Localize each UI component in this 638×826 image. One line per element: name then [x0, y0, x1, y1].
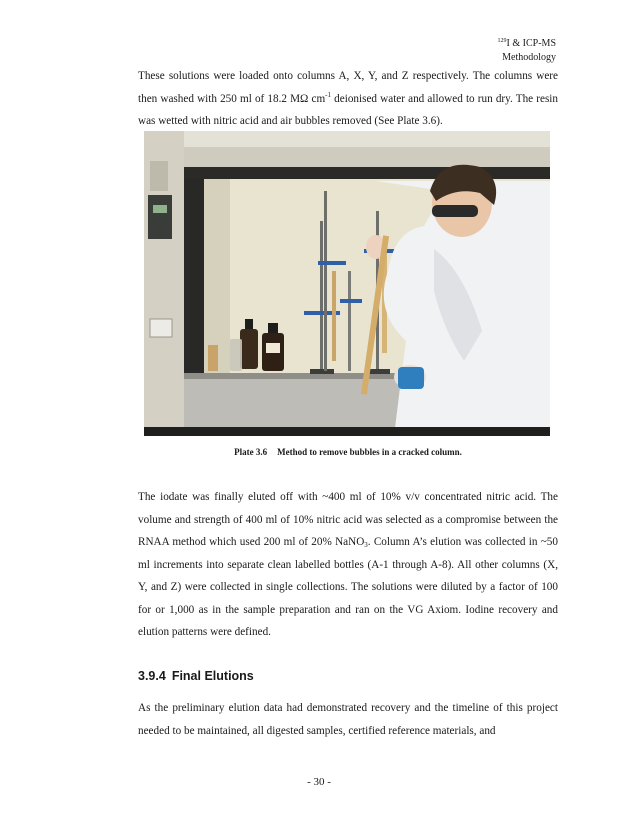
paragraph-final-elutions: As the preliminary elution data had demonstrated recovery and the timeline of this project needed to be maintained, all digested samples, certified reference materials, and	[138, 702, 558, 737]
retort-stand-2	[324, 191, 327, 371]
plate-3-6-photo	[144, 131, 550, 436]
amber-vial	[208, 345, 218, 371]
plate-caption-text: Method to remove bubbles in a cracked column.	[277, 447, 462, 457]
wall-socket	[150, 319, 172, 337]
paragraph-1-text-a: These solutions were loaded onto columns A, X, Y, and Z respectively. The columns were then washed with 250 ml of 18.2 MΩ cm	[138, 70, 558, 105]
section-title: Final Elutions	[171, 669, 254, 683]
hood-top-panel	[144, 131, 550, 147]
plate-caption-number: Plate 3.6	[234, 447, 268, 457]
page-number: - 30 -	[307, 776, 331, 788]
bottle-label	[266, 343, 280, 353]
header-line-2: Methodology	[502, 52, 556, 63]
clamp-2	[318, 261, 346, 265]
plate-caption	[138, 447, 558, 457]
photo-frame-bottom	[144, 427, 550, 436]
paragraph-iodate-elution	[138, 486, 558, 644]
isotope-superscript: 129	[497, 38, 507, 44]
hood-vent	[150, 161, 168, 191]
paragraph-1-exponent: -1	[325, 90, 332, 99]
section-heading	[138, 669, 254, 683]
paragraph-2-text-a: The iodate was finally eluted off with ~400 ml of 10% v/v concentrated nitric acid. The volume and strength of 400 ml of 10% nitric acid was selected as a compromise between the RNAA method which used 200 ml of 20% NaNO	[138, 491, 558, 548]
paragraph-2-text-b: . Column A’s elution was collected in ~50 ml increments into separate clean labelled bottles (A-1 through A-8). All other columns (X, Y, and Z) were collected in single collections. The solutions were diluted by a factor of 100 for or 1,000 as in the sample preparation and ran on the VG Axiom. Iodine recovery and elution patterns were defined.	[138, 536, 558, 638]
bottle-cap-1	[245, 319, 253, 329]
retort-stand-1	[320, 221, 323, 371]
control-panel	[148, 195, 172, 239]
paragraph-2-subscript: 3	[364, 541, 368, 549]
clamp-4	[340, 299, 362, 303]
bottle-cap-2	[268, 323, 278, 333]
header-line-1: I & ICP-MS	[506, 38, 556, 49]
hood-frame-left	[184, 175, 204, 389]
glass-column-1	[332, 271, 336, 361]
paragraph-column-loading	[138, 65, 558, 133]
hood-frame-top	[184, 167, 550, 179]
safety-glasses	[432, 205, 478, 217]
section-number: 3.9.4	[138, 669, 166, 683]
wash-bottle	[230, 339, 242, 371]
blue-tube-rack	[398, 367, 424, 389]
retort-base-1	[310, 369, 334, 374]
lab-photo-illustration	[144, 131, 550, 436]
reagent-bottle-1	[240, 329, 258, 369]
running-header	[498, 34, 556, 65]
paragraph-1-text-b: deionised water and allowed to run dry. The resin was wetted with nitric acid and air bubbles removed (See Plate 3.6).	[138, 92, 559, 127]
control-display	[153, 205, 167, 213]
retort-stand-4	[348, 271, 351, 371]
